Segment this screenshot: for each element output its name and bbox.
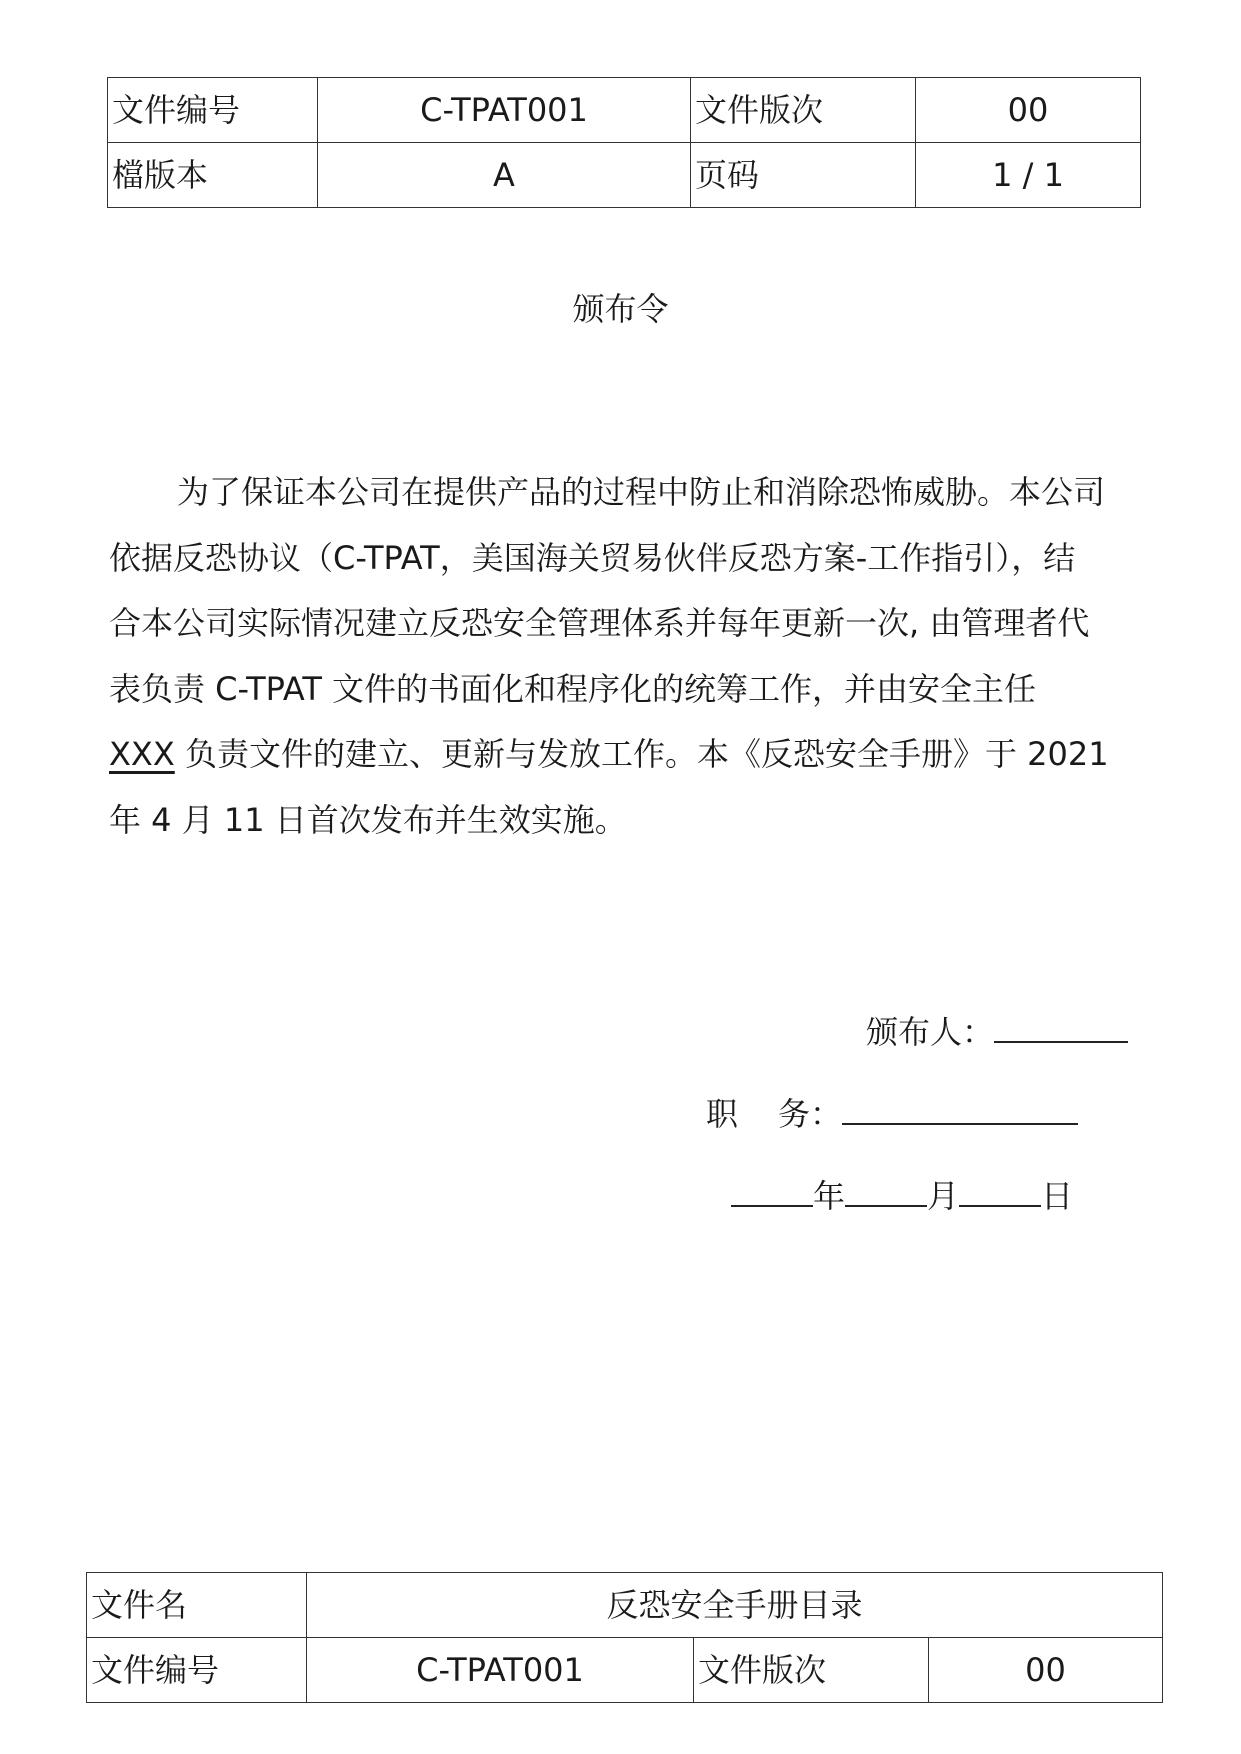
revision-value: 00 xyxy=(916,78,1141,143)
header-row-1 xyxy=(108,78,1141,143)
file-name-label: 文件名 xyxy=(87,1573,307,1638)
security-officer-name: XXX xyxy=(109,735,175,773)
footer-doc-no-label: 文件编号 xyxy=(87,1638,307,1703)
template-value: A xyxy=(318,143,691,208)
body-line: 为了保证本公司在提供产品的过程中防止和消除恐怖威胁。本公司 xyxy=(177,473,1106,511)
issuer-line xyxy=(866,1008,1128,1056)
position-label-a: 职 xyxy=(706,1095,739,1133)
day-label: 日 xyxy=(1041,1177,1074,1215)
body-line: 依据反恐协议（C-TPAT，美国海关贸易伙伴反恐方案-工作指引），结 xyxy=(109,538,1076,577)
month-label: 月 xyxy=(927,1177,960,1215)
doc-no-label: 文件编号 xyxy=(108,78,318,143)
footer-revision-value: 00 xyxy=(929,1638,1163,1703)
position-blank xyxy=(842,1093,1078,1125)
body-line: 表负责 C-TPAT 文件的书面化和程序化的统筹工作，并由安全主任 xyxy=(109,669,1037,708)
position-line xyxy=(706,1090,1078,1138)
footer-revision-label: 文件版次 xyxy=(694,1638,929,1703)
header-row-2 xyxy=(108,143,1141,208)
issuer-blank xyxy=(994,1011,1128,1043)
issuer-label: 颁布人： xyxy=(866,1013,995,1051)
day-blank xyxy=(959,1175,1041,1207)
decree-body xyxy=(109,460,1149,853)
date-line xyxy=(731,1172,1073,1220)
body-line-text: 负责文件的建立、更新与发放工作。本《反恐安全手册》于 2021 xyxy=(184,735,1109,773)
footer-row-2 xyxy=(87,1638,1163,1703)
body-line: 合本公司实际情况建立反恐安全管理体系并每年更新一次, 由管理者代 xyxy=(109,604,1090,642)
footer-doc-no-value: C-TPAT001 xyxy=(307,1638,694,1703)
page-value: 1 / 1 xyxy=(916,143,1141,208)
file-name-value: 反恐安全手册目录 xyxy=(307,1573,1163,1638)
body-line xyxy=(109,722,1149,788)
body-line: 年 4 月 11 日首次发布并生效实施。 xyxy=(109,800,627,839)
doc-no-value: C-TPAT001 xyxy=(318,78,691,143)
position-label-b: 务： xyxy=(778,1095,843,1133)
year-label: 年 xyxy=(813,1177,846,1215)
footer-row-1 xyxy=(87,1573,1163,1638)
template-label: 檔版本 xyxy=(108,143,318,208)
year-blank xyxy=(731,1175,813,1207)
page-title: 颁布令 xyxy=(572,290,669,328)
revision-label: 文件版次 xyxy=(691,78,916,143)
header-table xyxy=(107,77,1141,208)
footer-table xyxy=(86,1572,1163,1703)
page-label: 页码 xyxy=(691,143,916,208)
month-blank xyxy=(845,1175,927,1207)
